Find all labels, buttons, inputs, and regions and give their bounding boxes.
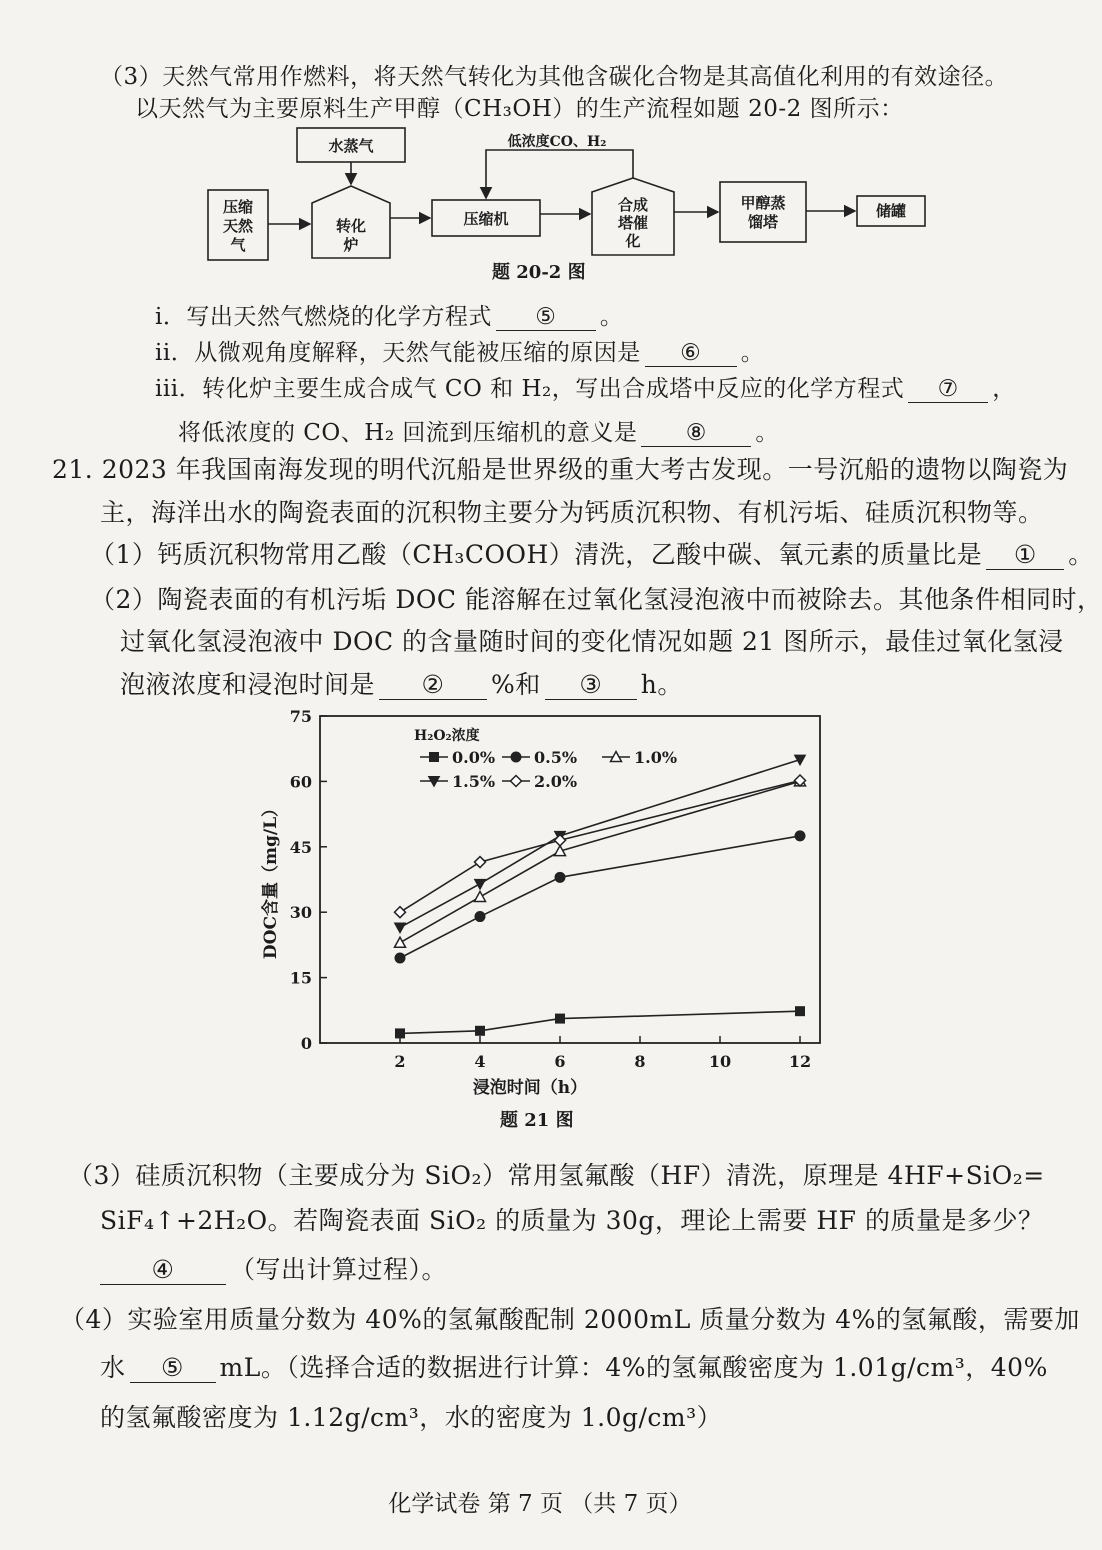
gas-label-2: 天然: [222, 217, 254, 235]
q21-part2-line1: （2）陶瓷表面的有机污垢 DOC 能溶解在过氧化氢浸泡液中而被除去。其他条件相同时，: [90, 585, 1102, 614]
data-point: [396, 1029, 405, 1038]
q21-part2-line3: [120, 665, 683, 701]
x-tick-label: 10: [708, 1052, 732, 1071]
q21-line2: 主，海洋出水的陶瓷表面的沉积物主要分为钙质沉积物、有机污垢、硅质沉积物等。: [100, 498, 1044, 527]
q21-part1-end: 。: [1068, 540, 1094, 569]
q21-part2-line3-c: h。: [640, 670, 683, 699]
compressor-label: 压缩机: [463, 210, 509, 228]
q21-part1: [90, 535, 1094, 571]
x-tick-label: 6: [554, 1052, 566, 1071]
q20-3-ii-end: 。: [740, 340, 765, 366]
gas-label-1: 压缩: [222, 198, 254, 216]
answer-blank-4[interactable]: ④: [100, 1256, 226, 1285]
q21-part3-line3: [100, 1250, 447, 1286]
answer-blank-1[interactable]: ①: [986, 541, 1064, 570]
data-point: [475, 912, 485, 922]
gas-label-3: 气: [230, 236, 246, 254]
answer-blank-7[interactable]: ⑦: [908, 377, 988, 403]
q21-part2-line3-a: 泡液浓度和浸泡时间是: [120, 670, 376, 699]
y-tick-label: 45: [289, 837, 312, 857]
page-footer: 化学试卷 第 7 页 （共 7 页）: [388, 1491, 692, 1517]
data-point: [395, 953, 405, 963]
y-tick-label: 30: [289, 903, 312, 923]
q20-3-iii-text2: 将低浓度的 CO、H₂ 回流到压缩机的意义是: [178, 420, 638, 446]
y-tick-label: 15: [289, 968, 312, 988]
legend-marker: [511, 776, 522, 787]
series-line: [400, 781, 800, 942]
q21-part1-text: （1）钙质沉积物常用乙酸（CH₃COOH）清洗，乙酸中碳、氧元素的质量比是: [90, 540, 983, 569]
q21-part4-line1: （4）实验室用质量分数为 40%的氢氟酸配制 2000mL 质量分数为 4%的氢氟酸，需要加: [60, 1305, 1080, 1334]
q20-3-i: [155, 298, 623, 331]
steam-label: 水蒸气: [328, 137, 374, 155]
q20-3-iii-comma: ，: [992, 376, 1016, 402]
y-tick-label: 60: [289, 772, 312, 792]
series-2: [395, 776, 806, 947]
distill-label-2: 馏塔: [747, 213, 779, 231]
converter-label-1: 转化: [335, 217, 367, 235]
y-tick-label: 0: [300, 1034, 312, 1053]
q21-part4-line2: [100, 1348, 1048, 1384]
answer-blank-5[interactable]: ⑤: [496, 305, 596, 331]
series-0: [396, 1007, 805, 1038]
q20-3-intro-line2: 以天然气为主要原料生产甲醇（CH₃OH）的生产流程如题 20-2 图所示：: [135, 96, 904, 122]
q20-3-ii-text: ii．从微观角度解释，天然气能被压缩的原因是: [155, 340, 641, 366]
flowchart-20-2: [200, 124, 940, 264]
legend-marker: [511, 752, 521, 762]
x-tick-label: 4: [474, 1052, 486, 1071]
q20-3-ii: [155, 334, 764, 367]
data-point: [475, 879, 486, 889]
data-point: [556, 1014, 565, 1023]
x-tick-label: 12: [788, 1052, 812, 1071]
data-point: [476, 1026, 485, 1035]
chart-caption: 题 21 图: [500, 1110, 574, 1131]
answer-blank-6[interactable]: ⑥: [645, 341, 737, 367]
q21-part4-line2-a: 水: [100, 1353, 126, 1382]
q21-part3-line1: （3）硅质沉积物（主要成分为 SiO₂）常用氢氟酸（HF）清洗，原理是 4HF+SiO₂=: [68, 1161, 1045, 1190]
answer-blank-2[interactable]: ②: [379, 671, 487, 700]
data-point: [395, 923, 406, 933]
data-point: [796, 1007, 805, 1016]
converter-label-2: 炉: [343, 236, 359, 254]
legend-marker: [430, 753, 439, 762]
y-tick-label: 75: [289, 707, 312, 726]
data-point: [555, 872, 565, 882]
q20-3-i-text: i．写出天然气燃烧的化学方程式: [155, 304, 492, 330]
data-point: [795, 831, 805, 841]
series-line: [400, 836, 800, 958]
legend: [414, 727, 677, 791]
q20-3-i-end: 。: [599, 304, 624, 330]
data-point: [395, 907, 406, 918]
data-point: [475, 891, 486, 901]
data-point: [475, 857, 486, 868]
legend-label: 1.5%: [452, 772, 496, 791]
q20-3-iii-end: 。: [755, 420, 779, 446]
legend-label: 0.5%: [534, 748, 578, 767]
x-tick-label: 2: [394, 1052, 406, 1071]
q20-3-iii: [155, 370, 1016, 403]
q21-part4-line2-b: mL。（选择合适的数据进行计算：4%的氢氟酸密度为 1.01g/cm³，40%: [219, 1353, 1048, 1382]
q20-3-intro-line1: （3）天然气常用作燃料，将天然气转化为其他含碳化合物是其高值化利用的有效途径。: [100, 64, 1009, 90]
distill-label-1: 甲醇蒸: [740, 194, 786, 212]
q20-3-iii-text: iii．转化炉主要生成合成气 CO 和 H₂，写出合成塔中反应的化学方程式: [155, 376, 905, 402]
recycle-label: 低浓度CO、H₂: [507, 134, 607, 150]
legend-label: 2.0%: [534, 772, 578, 791]
x-axis-label: 浸泡时间（h）: [472, 1078, 588, 1098]
legend-title: H₂O₂浓度: [414, 728, 480, 744]
q21-part2-line2: 过氧化氢浸泡液中 DOC 的含量随时间的变化情况如题 21 图所示，最佳过氧化氢浸: [120, 627, 1064, 656]
q21-part2-line3-b: %和: [491, 670, 541, 699]
distill-tower-box: [720, 182, 806, 242]
answer-blank-3[interactable]: ③: [545, 671, 637, 700]
series-line: [400, 1011, 800, 1033]
answer-blank-8[interactable]: ⑧: [641, 421, 751, 447]
q20-3-iii-line2: [178, 414, 779, 447]
legend-label: 1.0%: [634, 748, 678, 767]
synth-label-2: 塔催: [617, 214, 649, 232]
x-tick-label: 8: [634, 1052, 646, 1071]
q21-line1: 21. 2023 年我国南海发现的明代沉船是世界级的重大考古发现。一号沉船的遗物以陶瓷为: [52, 455, 1069, 484]
flowchart-caption: 题 20-2 图: [492, 262, 586, 283]
q21-part3-line2: SiF₄↑+2H₂O。若陶瓷表面 SiO₂ 的质量为 30g，理论上需要 HF 的质量是多少？: [100, 1206, 1044, 1235]
synth-label-3: 化: [625, 232, 641, 250]
tank-label: 储罐: [875, 202, 907, 220]
data-point: [555, 835, 566, 846]
data-point: [395, 937, 406, 947]
q21-part4-line3: 的氢氟酸密度为 1.12g/cm³，水的密度为 1.0g/cm³）: [100, 1403, 723, 1432]
doc-chart: [250, 700, 850, 1100]
legend-label: 0.0%: [452, 748, 496, 767]
answer-blank-5b[interactable]: ⑤: [130, 1354, 216, 1383]
synth-label-1: 合成: [617, 196, 649, 214]
y-axis-label: DOC含量（mg/L）: [261, 799, 281, 960]
q21-part3-line3-text: （写出计算过程）。: [230, 1255, 448, 1284]
